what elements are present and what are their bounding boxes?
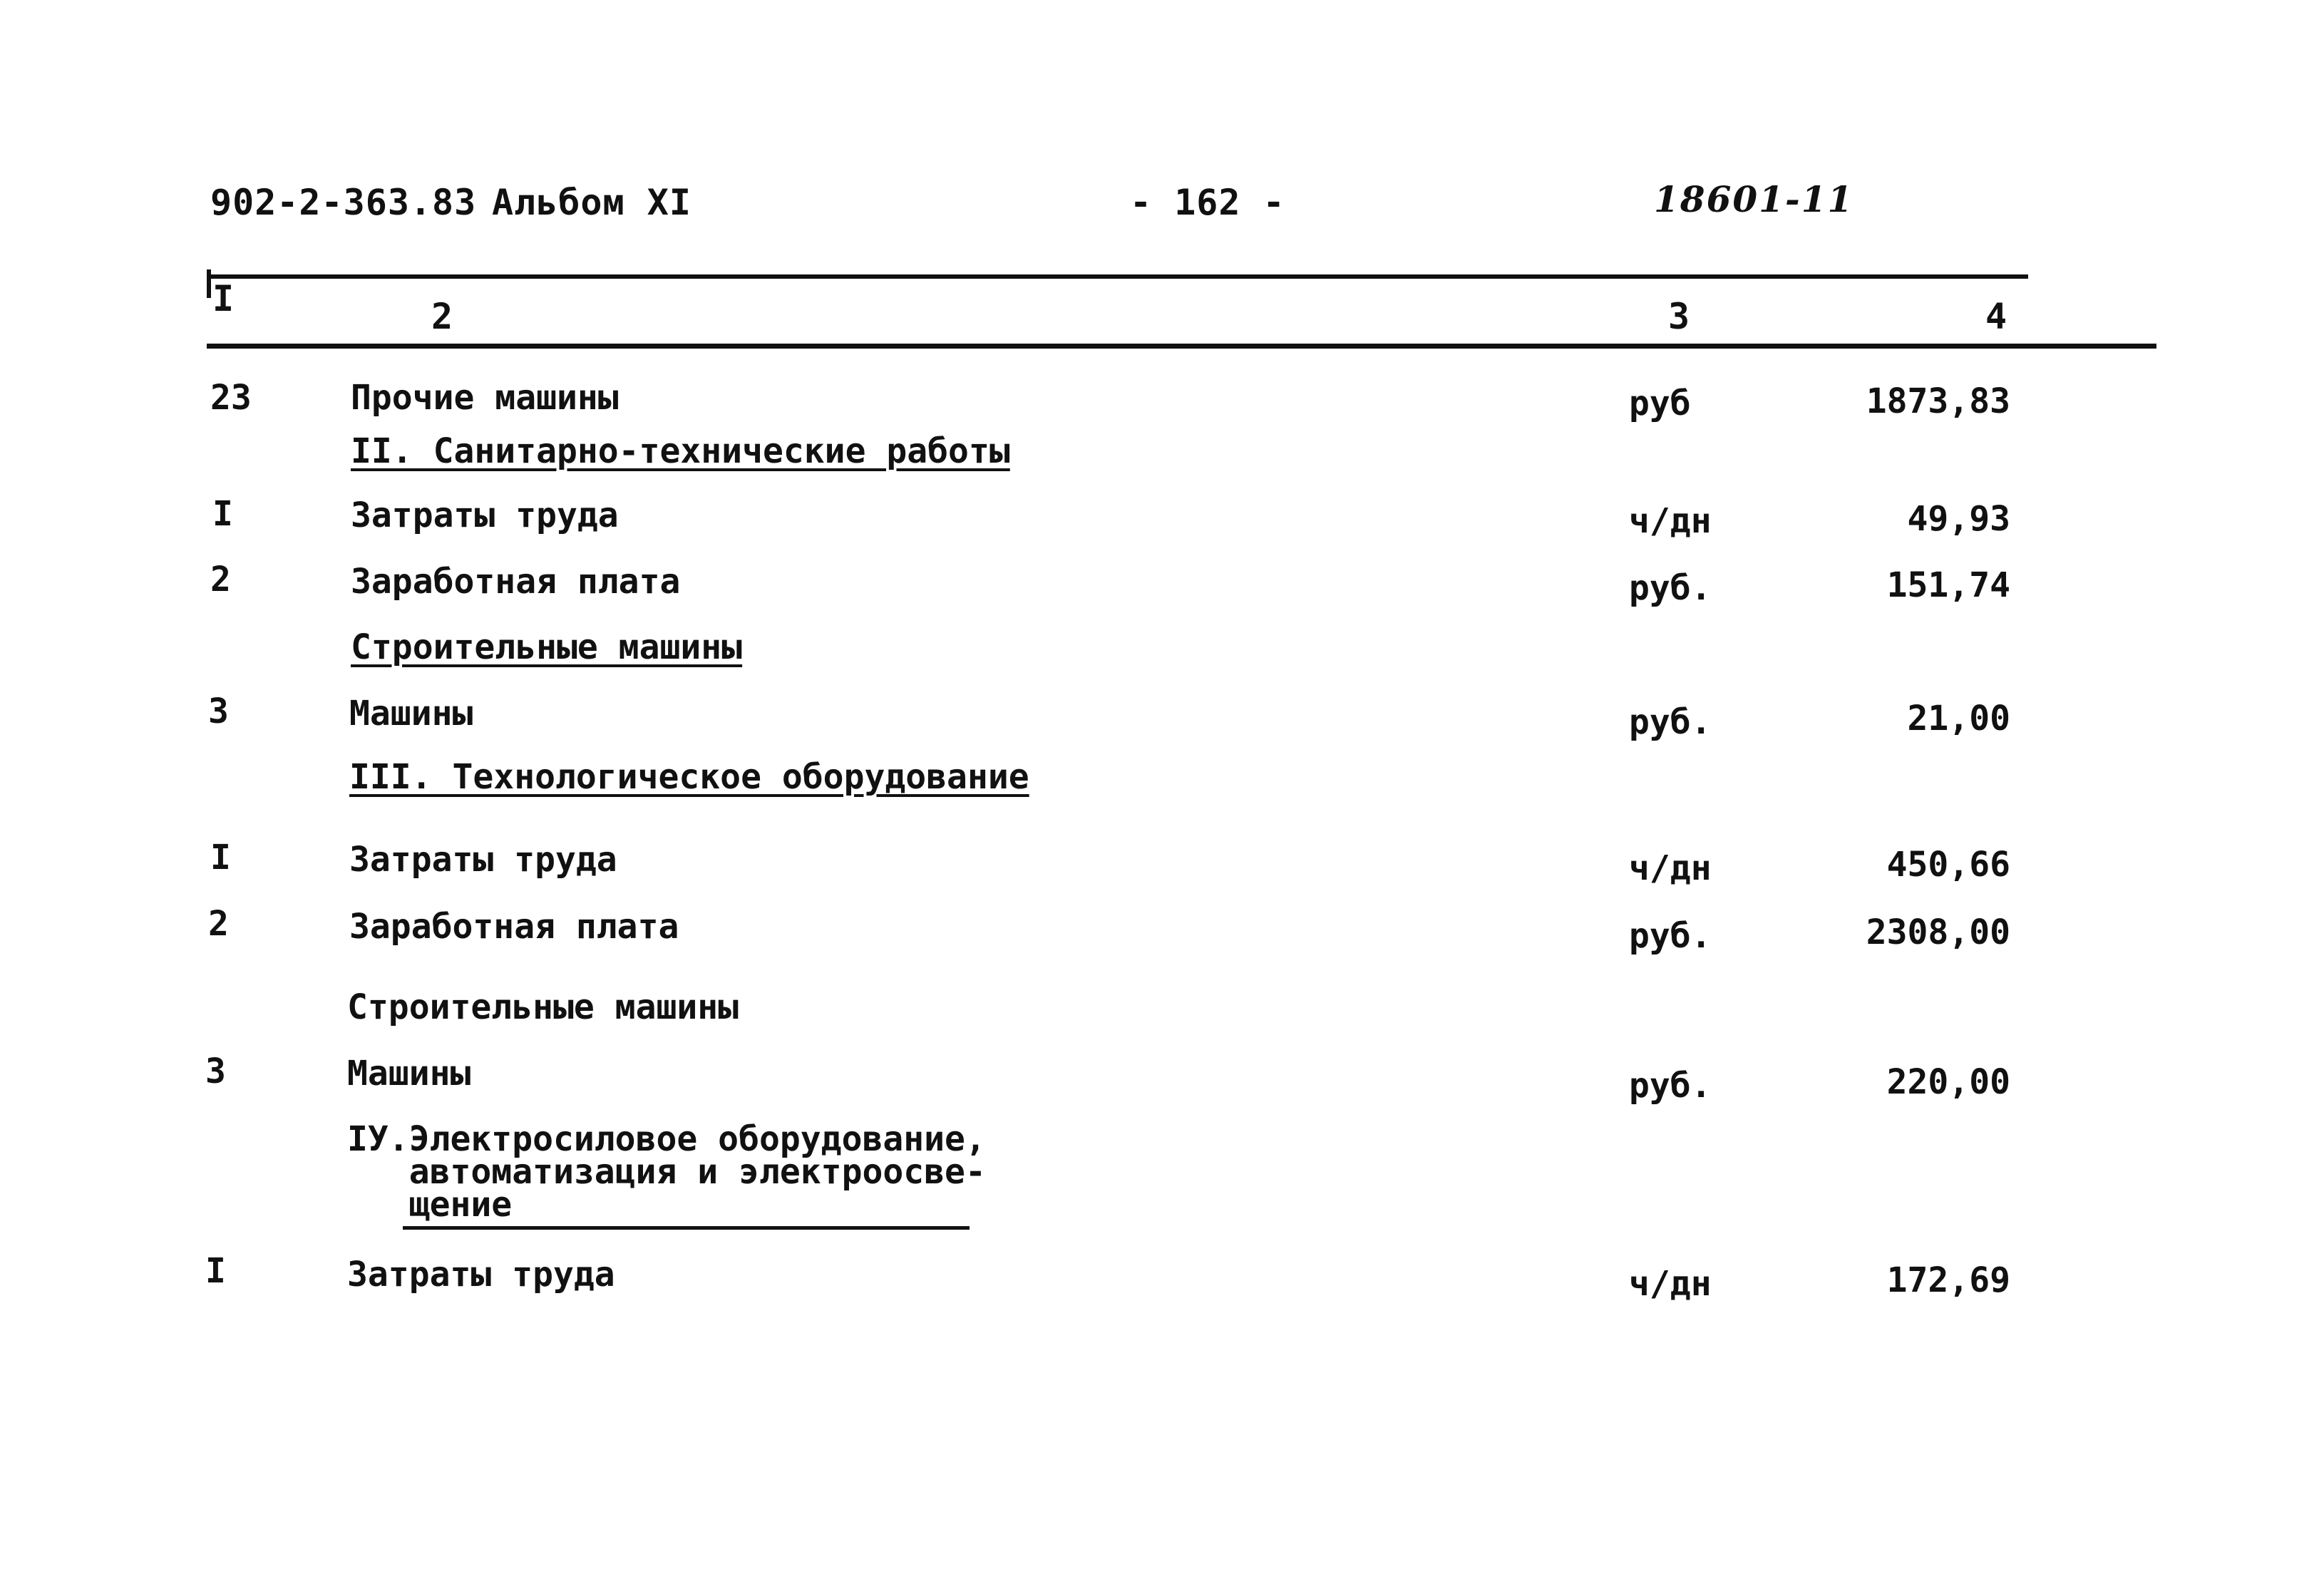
row-number: I: [212, 494, 233, 534]
row-number: I: [210, 838, 231, 878]
row-value: 1873,83: [1866, 381, 2010, 421]
row-name: Затраты труда: [347, 1255, 615, 1295]
row-name: Машины: [347, 1054, 471, 1094]
row-name: Машины: [349, 694, 473, 734]
section-heading: II. Санитарно-технические работы: [351, 431, 1010, 471]
section-heading: Строительные машины: [351, 627, 743, 667]
row-number: 23: [210, 378, 252, 418]
table-header-rule: [207, 344, 2156, 349]
page-number: - 162 -: [1130, 182, 1285, 223]
row-unit: руб.: [1629, 916, 1712, 956]
column-header-3: 3: [1668, 296, 1690, 337]
row-unit: руб.: [1629, 568, 1712, 608]
row-unit: руб.: [1629, 702, 1712, 742]
row-number: 2: [210, 560, 231, 600]
row-number: 3: [205, 1051, 226, 1091]
row-value: 21,00: [1907, 699, 2010, 739]
row-unit: ч/дн: [1629, 1264, 1712, 1304]
table-top-rule: [207, 274, 2028, 279]
row-value: 220,00: [1886, 1062, 2010, 1102]
section-underline: [403, 1226, 970, 1230]
row-name: Заработная плата: [351, 562, 681, 602]
row-value: 172,69: [1886, 1260, 2010, 1300]
row-unit: ч/дн: [1629, 501, 1712, 541]
doc-code: 902-2-363.83: [210, 182, 477, 223]
column-header-2: 2: [431, 296, 453, 337]
handwritten-ref: 18601-11: [1654, 178, 1854, 220]
row-value: 49,93: [1907, 499, 2010, 539]
table-left-tick: [207, 269, 211, 298]
row-value: 450,66: [1886, 845, 2010, 885]
row-unit: ч/дн: [1629, 848, 1712, 888]
row-number: 2: [208, 904, 229, 944]
row-number: 3: [208, 691, 229, 731]
row-unit: руб: [1629, 384, 1691, 423]
row-value: 151,74: [1886, 565, 2010, 605]
row-name: Прочие машины: [351, 378, 619, 418]
row-name: Затраты труда: [351, 495, 619, 535]
row-unit: руб.: [1629, 1066, 1712, 1106]
row-name: Затраты труда: [349, 840, 617, 880]
row-value: 2308,00: [1866, 912, 2010, 952]
section-heading: IУ.Электросиловое оборудование, автоматизация и электроосве- щение: [347, 1119, 986, 1225]
section-heading: III. Технологическое оборудование: [349, 757, 1029, 797]
column-header-1: I: [212, 278, 235, 319]
column-header-4: 4: [1985, 296, 2007, 337]
row-number: I: [205, 1251, 226, 1291]
row-name: Заработная плата: [349, 907, 679, 947]
album-label: Альбом XI: [492, 182, 691, 223]
section-heading: Строительные машины: [347, 987, 739, 1027]
